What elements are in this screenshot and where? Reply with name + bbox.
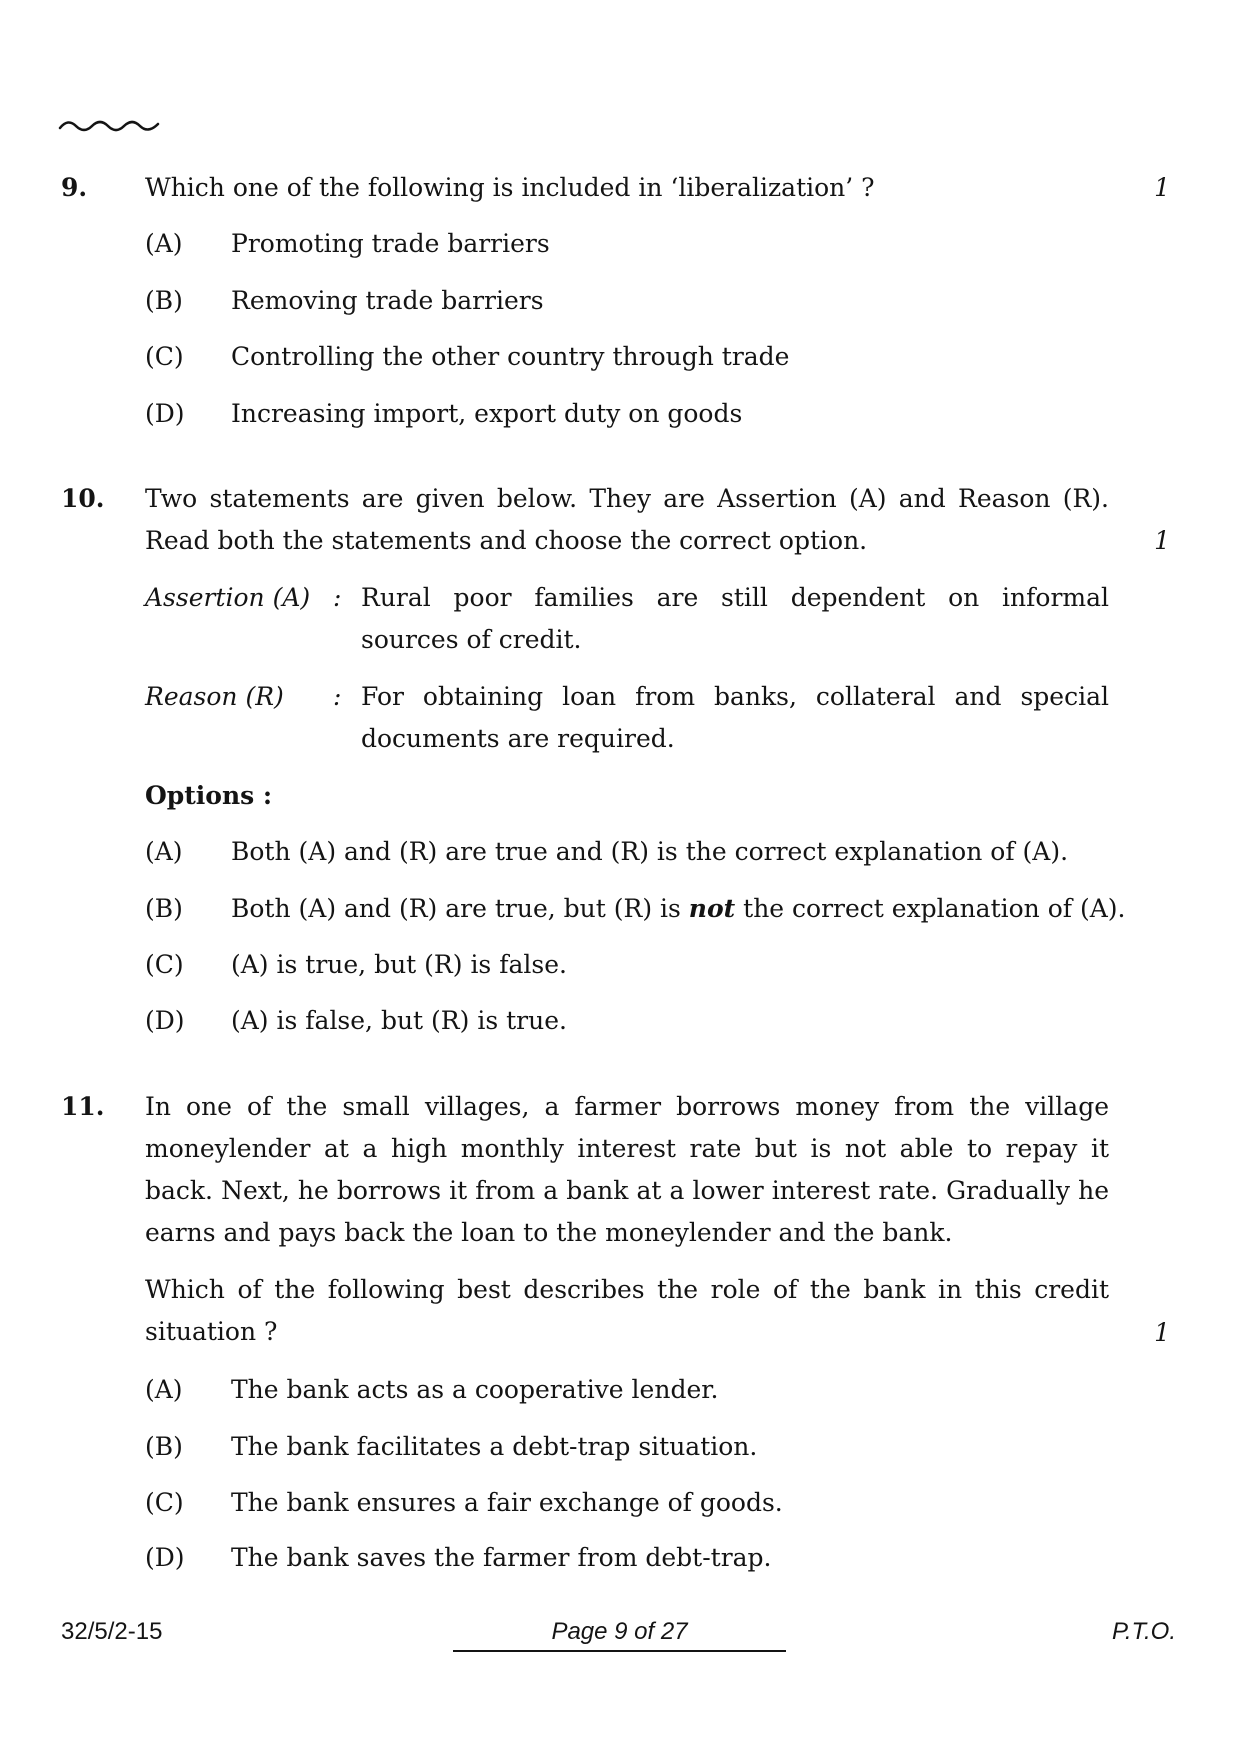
reason-separator: : [333,682,342,711]
question-9-text: Which one of the following is included in ‘liberalization’ ? [145,173,875,202]
q9-option-b-text: Removing trade barriers [231,286,544,315]
reason-label: Reason (R) [145,682,284,711]
q11-option-b-text: The bank facilitates a debt-trap situation. [231,1432,758,1461]
paper-code: 32/5/2-15 [61,1618,163,1645]
squiggle-decoration-icon [58,116,162,140]
q10-option-c-text: (A) is true, but (R) is false. [231,950,567,979]
q11-option-b-label: (B) [145,1432,183,1461]
q9-option-b-label: (B) [145,286,183,315]
question-10-number: 10. [61,484,105,513]
question-9-number: 9. [61,173,88,202]
question-11-marks: 1 [1154,1318,1170,1347]
q10-option-b-text [231,888,1126,930]
q11-option-d-label: (D) [145,1543,185,1572]
q10-option-a-label: (A) [145,837,183,866]
please-turn-over: P.T.O. [1111,1618,1176,1645]
q10-option-d-label: (D) [145,1006,185,1035]
q9-option-c-text: Controlling the other country through trade [231,342,790,371]
q10-option-d-text: (A) is false, but (R) is true. [231,1006,567,1035]
page-number-underline [453,1650,786,1652]
q9-option-d-text: Increasing import, export duty on goods [231,399,743,428]
reason-text: For obtaining loan from banks, collateral and special documents are required. [361,682,1109,753]
q9-option-a-label: (A) [145,229,183,258]
q10-option-b-emphasis: not [688,894,736,923]
q10-option-c-label: (C) [145,950,184,979]
question-10-marks: 1 [1154,526,1170,555]
q9-option-d-label: (D) [145,399,185,428]
q11-option-d-text: The bank saves the farmer from debt-trap. [231,1543,772,1572]
q11-option-a-label: (A) [145,1375,183,1404]
page-number: Page 9 of 27 [551,1618,688,1645]
question-9-marks: 1 [1154,173,1170,202]
q11-option-c-text: The bank ensures a fair exchange of goods. [231,1488,783,1517]
q10-option-a-text: Both (A) and (R) are true and (R) is the correct explanation of (A). [231,837,1069,866]
assertion-separator: : [333,583,342,612]
q9-option-a-text: Promoting trade barriers [231,229,550,258]
assertion-text: Rural poor families are still dependent on informal sources of credit. [361,583,1109,654]
q10-option-b-label: (B) [145,894,183,923]
question-11-number: 11. [61,1092,105,1121]
q9-option-c-label: (C) [145,342,184,371]
q10-option-b-text-after: the correct explanation of (A). [735,894,1126,923]
question-11-prompt: Which of the following best describes the role of the bank in this credit situation ? [145,1275,1109,1346]
assertion-label: Assertion (A) [145,583,311,612]
q11-option-a-text: The bank acts as a cooperative lender. [231,1375,719,1404]
q10-option-b-text-before: Both (A) and (R) are true, but (R) is [231,894,689,923]
q11-option-c-label: (C) [145,1488,184,1517]
question-10-text: Two statements are given below. They are Assertion (A) and Reason (R). Read both the statements and choose the correct option. [145,484,1109,555]
question-11-text: In one of the small villages, a farmer borrows money from the village moneylender at a high monthly interest rate but is not able to repay it back. Next, he borrows it from a bank at a lower interest rate. Gradually he earns and pays back the loan to the moneylender and the bank. [145,1092,1109,1247]
options-heading: Options : [145,781,273,810]
